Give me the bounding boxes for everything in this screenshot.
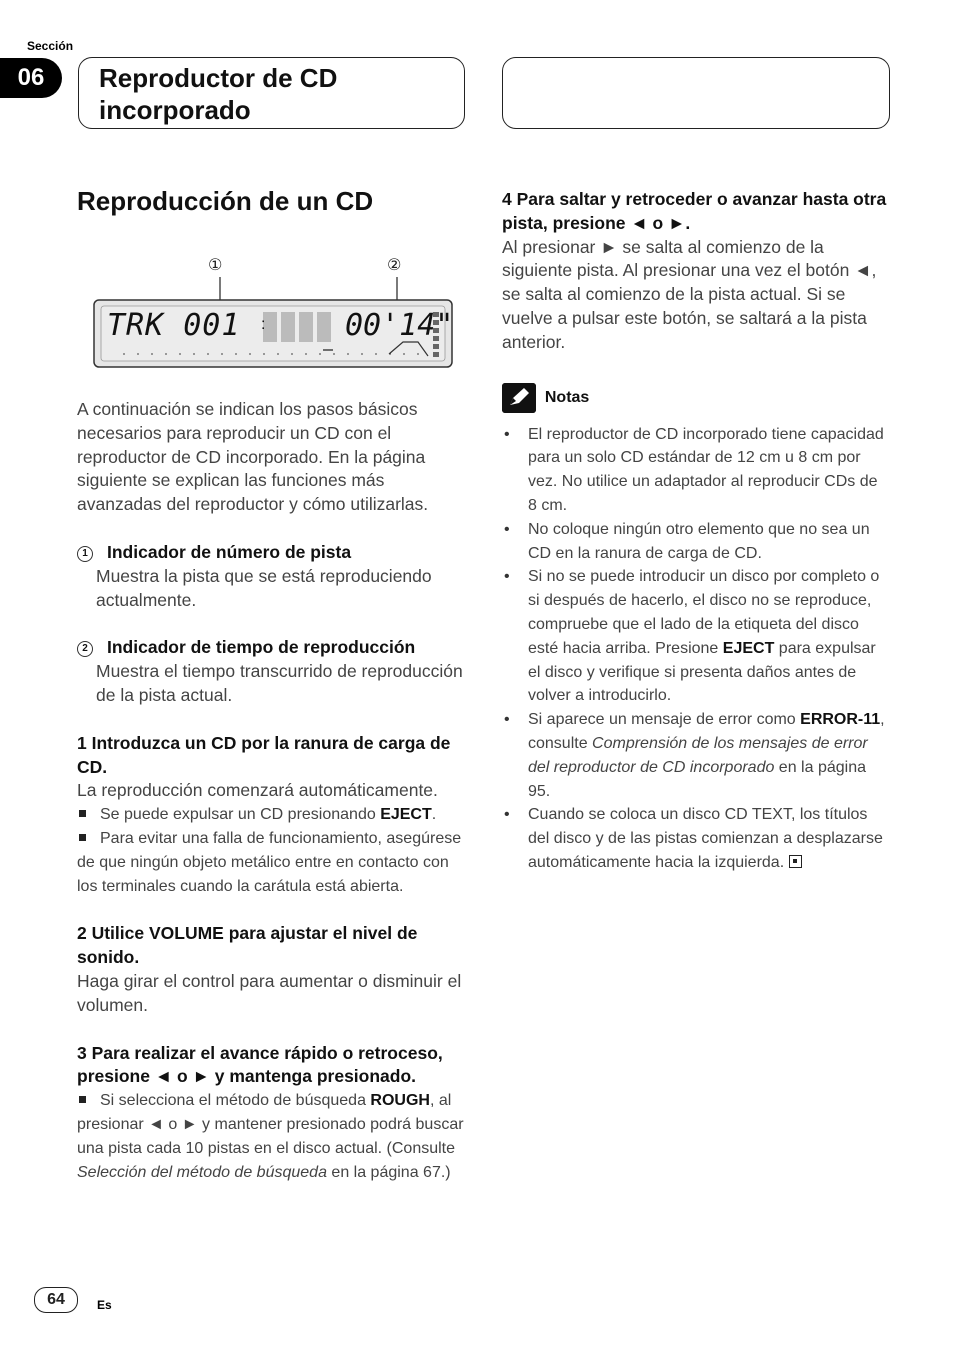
right-column [502,188,890,875]
step-3-title: 3 Para realizar el avance rápido o retroceso, presione ◄ o ► y mantenga presionado. [77,1042,443,1087]
indicator-2-number: 2 [77,641,93,657]
lcd-colon: : [261,316,266,333]
pencil-note-icon [502,383,536,413]
step-1-bullet-1: Se puede expulsar un CD presionando EJECT. [77,803,465,827]
step-3-bullet-1: Si selecciona el método de búsqueda ROUGH, al presionar ◄ o ► y mantener presionado podrá buscar una pista cada 10 pistas en el disco actual. (Consulte Selección del método de búsqueda en la página 67.) [77,1092,464,1181]
notes-list [502,423,890,875]
display-illustration [93,250,455,372]
indicator-1-label: Indicador de número de pista [107,541,352,562]
note-5: • Cuando se coloca un disco CD TEXT, los títulos del disco y de las pistas comienzan a desplazarse automáticamente hacia la izquierda. [502,803,890,874]
language-label: Es [97,1298,112,1312]
note-4: • Si aparece un mensaje de error como ERROR-11, consulte Comprensión de los mensajes de error del reproductor de CD incorporado en la página 95. [502,708,890,803]
notes-header [502,383,890,415]
intro-paragraph: A continuación se indican los pasos básicos necesarios para reproducir un CD con el reproductor de CD incorporado. En la página siguiente se explican las funciones más avanzadas del reproductor y cómo utilizarlas. [77,399,429,515]
indicator-1-number: 1 [77,546,93,562]
step-1-body: La reproducción comenzará automáticamente. [77,780,438,801]
step-4-title: 4 Para saltar y retroceder o avanzar hasta otra pista, presione ◄ o ►. [502,189,887,233]
section-number-tab: 06 [0,58,62,98]
callout-1: ① [208,257,223,274]
note-2: • No coloque ningún otro elemento que no sea un CD en la ranura de carga de CD. [502,518,890,566]
note-3: • Si no se puede introducir un disco por completo o si después de hacerlo, el disco no se reproduce, compruebe que el lado de la etiqueta del disco esté hacia arriba. Presione EJECT para expulsar el disco y verifique si presenta daños antes de volver a introducirlo. [502,565,890,708]
step-2-title: 2 Utilice VOLUME para ajustar el nivel de sonido. [77,923,418,968]
end-of-section-icon [789,855,802,868]
section-title: Reproductor de CD incorporado [99,63,338,125]
indicator-2-title [77,636,465,660]
lcd-track-text: TRK 001 [107,308,241,343]
section-label: Sección [27,39,74,53]
section-title-box [78,57,465,129]
page-number: 64 [34,1287,78,1313]
page-title: Reproducción de un CD [77,186,374,216]
step-1-title: 1 Introduzca un CD por la ranura de carga de CD. [77,732,451,777]
indicator-2-label: Indicador de tiempo de reproducción [107,637,416,658]
step-1-bullet-2: Para evitar una falla de funcionamiento, asegúrese de que ningún objeto metálico entre en contacto con los terminales cuando la carátula está abierta. [77,829,462,895]
indicator-2-body: Muestra el tiempo transcurrido de reproducción de la pista actual. [96,661,463,705]
step-4-body: Al presionar ► se salta al comienzo de la siguiente pista. Al presionar una vez el botón ◄, se salta al comienzo de la pista actual. Si se vuelve a pulsar este botón, se saltará a la pista anterior. [502,236,877,352]
indicator-1-body: Muestra la pista que se está reproduciendo actualmente. [96,565,432,610]
lcd-time-text: 00'14" [345,308,454,343]
indicator-1-title [77,541,465,565]
note-1: • El reproductor de CD incorporado tiene capacidad para un solo CD estándar de 12 cm u 8 cm por vez. No utilice un adaptador al reproducir CDs de 8 cm. [502,423,890,518]
step-2-body: Haga girar el control para aumentar o disminuir el volumen. [77,970,462,1015]
left-column [77,398,465,1184]
callout-2: ② [387,257,402,274]
notes-title: Notas [544,388,590,406]
empty-header-box [502,57,890,129]
